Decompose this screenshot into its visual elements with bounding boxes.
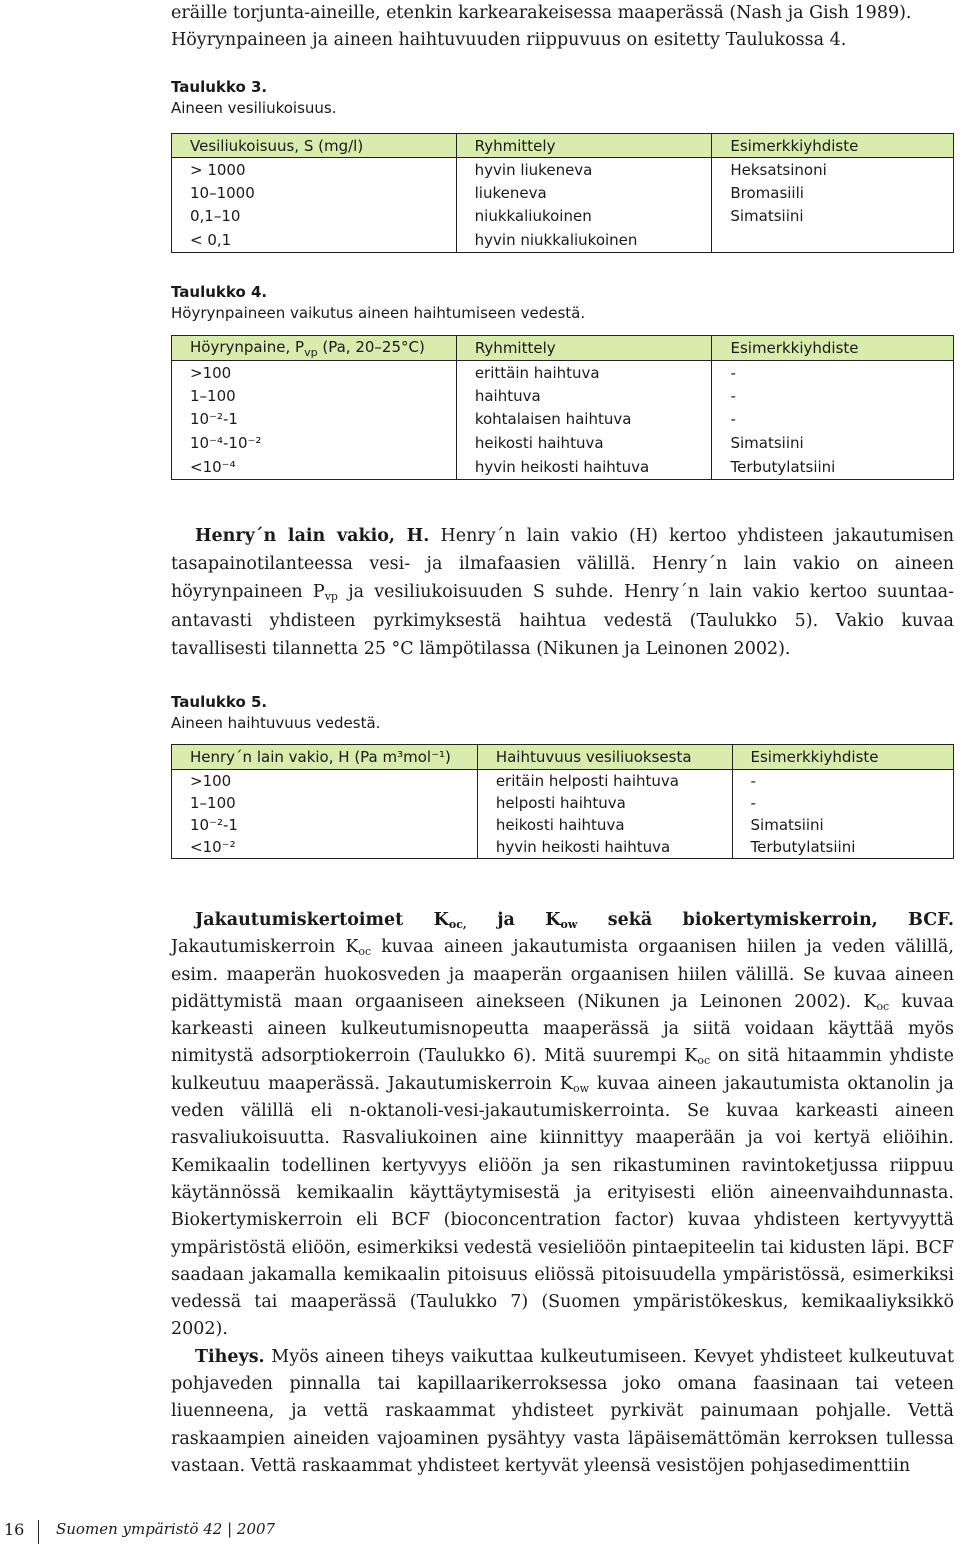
table5-header-cell: Esimerkkiyhdiste	[732, 745, 953, 770]
header-text: Höyrynpaine, P	[190, 337, 305, 356]
table-cell: > 1000	[172, 158, 457, 182]
table-cell: Simatsiini	[712, 431, 954, 455]
table-row	[172, 181, 954, 205]
table-cell: Terbutylatsiini	[732, 836, 953, 859]
table-row	[172, 836, 954, 859]
table-row	[172, 455, 954, 480]
table-cell: < 0,1	[172, 228, 457, 252]
table-row	[172, 228, 954, 252]
table-cell: Terbutylatsiini	[712, 455, 954, 480]
table4	[171, 335, 954, 480]
table-cell: Heksatsinoni	[712, 158, 954, 182]
table4-title: Höyrynpaineen vaikutus aineen haihtumiseen vedestä.	[171, 304, 586, 322]
table3-title: Aineen vesiliukoisuus.	[171, 99, 337, 117]
table4-header-cell	[172, 336, 457, 361]
table5-header-cell: Haihtuvuus vesiliuoksesta	[477, 745, 732, 770]
table-cell	[712, 228, 954, 252]
table3	[171, 133, 954, 253]
table3-header-cell: Ryhmittely	[456, 134, 712, 158]
table4-header-cell: Ryhmittely	[456, 336, 712, 361]
publication-series: Suomen ympäristö 42 | 2007	[56, 1520, 276, 1538]
footer-divider	[38, 1520, 39, 1544]
table-cell: heikosti haihtuva	[456, 431, 712, 455]
table-cell: erittäin haihtuva	[456, 361, 712, 385]
table4-number: Taulukko 4.	[171, 283, 268, 301]
table5	[171, 744, 954, 859]
header-text: (Pa, 20–25°C)	[317, 337, 425, 356]
table-row	[172, 770, 954, 792]
table4-header-cell: Esimerkkiyhdiste	[712, 336, 954, 361]
table-cell: -	[712, 384, 954, 408]
table-cell: 1–100	[172, 792, 478, 814]
table5-header-row	[172, 745, 954, 770]
body-text-lower	[171, 907, 954, 1480]
table-cell: 1–100	[172, 384, 457, 408]
table4-caption	[171, 282, 585, 324]
table-cell: 0,1–10	[172, 205, 457, 229]
table-cell: Bromasiili	[712, 181, 954, 205]
table-row	[172, 205, 954, 229]
table3-header-row	[172, 134, 954, 158]
table-cell: liukeneva	[456, 181, 712, 205]
table-cell: <10⁻²	[172, 836, 478, 859]
table-cell: Simatsiini	[732, 814, 953, 836]
table-cell: helposti haihtuva	[477, 792, 732, 814]
table4-header-row	[172, 336, 954, 361]
henry-text: Henry´n lain vakio (H) kertoo yhdisteen jakautumisen tasapainotilanteessa vesi- ja ilmafaasien välillä. Henry´n lain vakio on aineen höyrynpaineen P	[171, 526, 955, 603]
henry-paragraph	[171, 522, 954, 663]
table-row	[172, 431, 954, 455]
table-row	[172, 158, 954, 182]
table-cell: haihtuva	[456, 384, 712, 408]
table-cell: 10–1000	[172, 181, 457, 205]
table-cell: >100	[172, 770, 478, 792]
table-cell: hyvin liukeneva	[456, 158, 712, 182]
henry-subscript: vp	[324, 590, 338, 604]
table3-number: Taulukko 3.	[171, 78, 268, 96]
table-row	[172, 361, 954, 385]
henry-heading: Henry´n lain vakio, H.	[195, 526, 430, 546]
table3-header-cell: Esimerkkiyhdiste	[712, 134, 954, 158]
table-row	[172, 408, 954, 432]
table-cell: eritäin helposti haihtuva	[477, 770, 732, 792]
tiheys-paragraph	[171, 1344, 954, 1480]
tiheys-heading: Tiheys.	[195, 1346, 265, 1367]
table-cell: -	[712, 361, 954, 385]
table-cell: 10⁻²-1	[172, 408, 457, 432]
kow-heading: Jakautumiskertoimet $K_{oc,}$ ja $K_{ow}$ sekä biokertymiskerroin, BCF.	[195, 910, 954, 931]
table-cell: -	[712, 408, 954, 432]
table-row	[172, 384, 954, 408]
table-cell: niukkaliukoinen	[456, 205, 712, 229]
table-cell: hyvin niukkaliukoinen	[456, 228, 712, 252]
table-cell: >100	[172, 361, 457, 385]
header-subscript: vp	[304, 345, 318, 359]
table3-caption	[171, 77, 337, 119]
table-cell: 10⁻²-1	[172, 814, 478, 836]
table-cell: 10⁻⁴-10⁻²	[172, 431, 457, 455]
table-cell: -	[732, 792, 953, 814]
intro-text	[171, 0, 951, 54]
table-cell: Simatsiini	[712, 205, 954, 229]
tiheys-text: Myös aineen tiheys vaikuttaa kulkeutumiseen. Kevyet yhdisteet kulkeutuvat pohjaveden pinnalla tai kapillaarikerroksessa joko omana faasinaan tai veteen liuenneena, ja vettä raskaammat yhdisteet pyrkivät painumaan pohjalle. Vettä raskaampien aineiden vajoaminen pysähtyy vasta läpäisemättömän kerroksen tullessa vastaan. Vettä raskaammat yhdisteet kertyvät yleensä vesistöjen pohjasedimenttiin	[171, 1346, 954, 1476]
table-row	[172, 814, 954, 836]
henry-text: ja vesiliukoisuuden S suhde. Henry´n lain vakio kertoo suuntaa-antavasti yhdisteen pyrkimyksestä haihtua vedestä (Taulukko 5). Vakio kuvaa tavallisesti tilannetta 25 °C lämpötilassa (Nikunen ja Leinonen 2002).	[171, 582, 954, 659]
table-cell: hyvin heikosti haihtuva	[456, 455, 712, 480]
table5-title: Aineen haihtuvuus vedestä.	[171, 714, 381, 732]
page-number: 16	[4, 1520, 25, 1539]
table5-number: Taulukko 5.	[171, 693, 268, 711]
table5-header-cell: Henry´n lain vakio, H (Pa m³mol⁻¹)	[172, 745, 478, 770]
kow-paragraph: Jakautumiskertoimet $K_{oc,}$ ja $K_{ow}$ sekä biokertymiskerroin, BCF. Jakautumiskerroin $K_{oc}$ kuvaa aineen jakautumista orgaanisen hiilen ja veden välillä, esim. maaperän huokosveden ja maaperän orgaanisen hiilen välillä. Se kuvaa aineen pidättymistä maan orgaaniseen ainekseen (Nikunen ja Leinonen 2002). $K_{oc}$ kuvaa karkeasti aineen kulkeutumisnopeutta maaperässä ja siitä voidaan käyttää myös nimitystä adsorptiokerroin (Taulukko 6). Mitä suurempi $K_{oc}$ on sitä hitaammin yhdiste kulkeutuu maaperässä. Jakautumiskerroin $K_{ow}$ kuvaa aineen jakautumista oktanolin ja veden välillä eli n-oktanoli-vesi-jakautumiskerrointa. Se kuvaa karkeasti aineen rasvaliukoisuutta. Rasvaliukoinen aine kiinnittyy maaperään ja voi kertyä eliöihin. Kemikaalin todellinen kertyvyys eliöön ja sen rikastuminen ravintoketjussa riippuu käytännössä kemikaalin käyttäytymisestä ja erityisesti eliön aineenvaihdunnasta. Biokertymiskerroin eli BCF (bioconcentration factor) kuvaa yhdisteen kertyvyyttä ympäristöstä eliöön, esimerkiksi vedestä vesieliöön pintaepiteelin tai kidusten läpi. BCF saadaan jakamalla kemikaalin pitoisuus eliössä pitoisuudella ympäristössä, esimerkiksi vedessä tai maaperässä (Taulukko 7) (Suomen ympäristökeskus, kemikaaliyksikkö 2002).	[171, 910, 954, 1340]
table-cell: heikosti haihtuva	[477, 814, 732, 836]
table-row	[172, 792, 954, 814]
table-cell: <10⁻⁴	[172, 455, 457, 480]
table3-header-cell: Vesiliukoisuus, S (mg/l)	[172, 134, 457, 158]
table5-caption	[171, 692, 380, 734]
table-cell: hyvin heikosti haihtuva	[477, 836, 732, 859]
table-cell: -	[732, 770, 953, 792]
intro-line-2: Höyrynpaineen ja aineen haihtuvuuden riippuvuus on esitetty Taulukossa 4.	[171, 30, 847, 50]
intro-line-1: eräille torjunta-aineille, etenkin karkearakeisessa maaperässä (Nash ja Gish 1989).	[171, 3, 912, 23]
table-cell: kohtalaisen haihtuva	[456, 408, 712, 432]
